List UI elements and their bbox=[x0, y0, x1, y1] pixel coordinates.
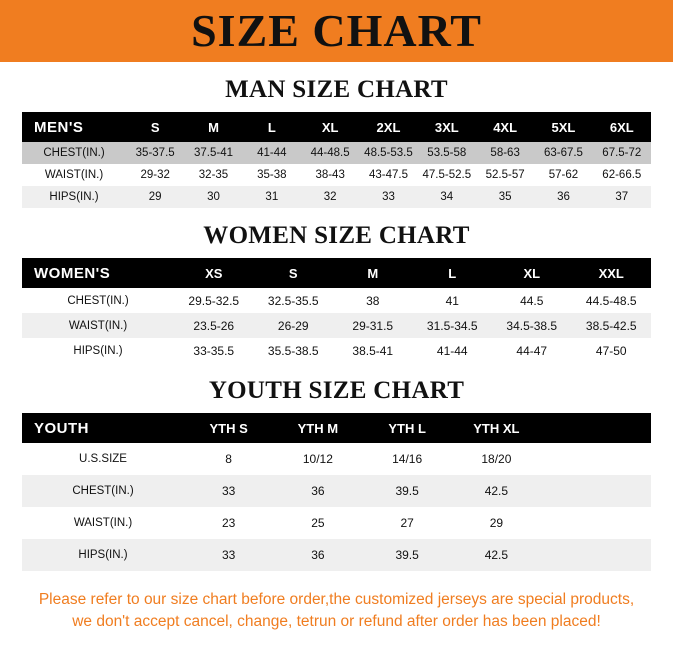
women-cell-2-0: 33-35.5 bbox=[174, 338, 254, 363]
youth-table-wrap bbox=[0, 413, 673, 571]
men-cell-1-5: 47.5-52.5 bbox=[418, 164, 476, 186]
men-cell-2-5: 34 bbox=[418, 186, 476, 208]
men-cell-0-0: 35-37.5 bbox=[126, 142, 184, 164]
women-cell-0-1: 32.5-35.5 bbox=[254, 288, 334, 313]
youth-cell-2-3: 29 bbox=[452, 507, 541, 539]
women-cell-0-0: 29.5-32.5 bbox=[174, 288, 254, 313]
women-cell-0-3: 41 bbox=[413, 288, 493, 313]
men-cell-0-4: 48.5-53.5 bbox=[359, 142, 417, 164]
men-size-table bbox=[22, 112, 651, 208]
men-cell-1-2: 35-38 bbox=[243, 164, 301, 186]
youth-cell-spacer bbox=[541, 539, 651, 571]
youth-size-header-1: YTH M bbox=[273, 413, 362, 443]
women-size-header-1: S bbox=[254, 258, 334, 288]
women-corner-label: WOMEN'S bbox=[22, 258, 174, 288]
men-cell-2-8: 37 bbox=[593, 186, 651, 208]
youth-cell-1-2: 39.5 bbox=[363, 475, 452, 507]
women-row-label-1: WAIST(IN.) bbox=[22, 313, 174, 338]
men-size-header-2: L bbox=[243, 112, 301, 142]
table-row bbox=[22, 164, 651, 186]
table-row bbox=[22, 507, 651, 539]
women-cell-2-5: 47-50 bbox=[572, 338, 652, 363]
table-row bbox=[22, 475, 651, 507]
men-cell-1-6: 52.5-57 bbox=[476, 164, 534, 186]
men-cell-1-8: 62-66.5 bbox=[593, 164, 651, 186]
men-cell-2-3: 32 bbox=[301, 186, 359, 208]
youth-size-header-0: YTH S bbox=[184, 413, 273, 443]
youth-cell-3-3: 42.5 bbox=[452, 539, 541, 571]
youth-cell-2-1: 25 bbox=[273, 507, 362, 539]
youth-cell-2-2: 27 bbox=[363, 507, 452, 539]
youth-row-label-2: WAIST(IN.) bbox=[22, 507, 184, 539]
women-cell-1-1: 26-29 bbox=[254, 313, 334, 338]
women-table-wrap bbox=[0, 258, 673, 363]
youth-cell-0-0: 8 bbox=[184, 443, 273, 475]
women-size-header-2: M bbox=[333, 258, 413, 288]
men-row-label-0: CHEST(IN.) bbox=[22, 142, 126, 164]
men-table-body bbox=[22, 142, 651, 208]
youth-cell-3-1: 36 bbox=[273, 539, 362, 571]
youth-cell-spacer bbox=[541, 507, 651, 539]
page-title: SIZE CHART bbox=[191, 5, 482, 56]
women-size-header-3: L bbox=[413, 258, 493, 288]
table-header-row bbox=[22, 413, 651, 443]
youth-corner-label: YOUTH bbox=[22, 413, 184, 443]
women-cell-1-0: 23.5-26 bbox=[174, 313, 254, 338]
men-cell-2-2: 31 bbox=[243, 186, 301, 208]
men-cell-1-7: 57-62 bbox=[534, 164, 592, 186]
youth-row-label-1: CHEST(IN.) bbox=[22, 475, 184, 507]
youth-table-body bbox=[22, 443, 651, 571]
men-cell-2-7: 36 bbox=[534, 186, 592, 208]
youth-cell-0-2: 14/16 bbox=[363, 443, 452, 475]
youth-cell-3-0: 33 bbox=[184, 539, 273, 571]
women-cell-0-4: 44.5 bbox=[492, 288, 572, 313]
women-cell-0-2: 38 bbox=[333, 288, 413, 313]
men-table-wrap bbox=[0, 112, 673, 208]
women-cell-2-4: 44-47 bbox=[492, 338, 572, 363]
table-row bbox=[22, 539, 651, 571]
men-cell-1-0: 29-32 bbox=[126, 164, 184, 186]
youth-size-header-3: YTH XL bbox=[452, 413, 541, 443]
men-row-label-1: WAIST(IN.) bbox=[22, 164, 126, 186]
men-cell-2-6: 35 bbox=[476, 186, 534, 208]
men-size-header-8: 6XL bbox=[593, 112, 651, 142]
youth-size-table bbox=[22, 413, 651, 571]
men-section-title: MAN SIZE CHART bbox=[225, 76, 448, 103]
youth-cell-1-3: 42.5 bbox=[452, 475, 541, 507]
men-table-header bbox=[22, 112, 651, 142]
men-row-label-2: HIPS(IN.) bbox=[22, 186, 126, 208]
women-cell-1-4: 34.5-38.5 bbox=[492, 313, 572, 338]
men-corner-label: MEN'S bbox=[22, 112, 126, 142]
youth-row-label-0: U.S.SIZE bbox=[22, 443, 184, 475]
header-banner bbox=[0, 0, 673, 62]
men-cell-0-6: 58-63 bbox=[476, 142, 534, 164]
women-row-label-2: HIPS(IN.) bbox=[22, 338, 174, 363]
youth-cell-1-0: 33 bbox=[184, 475, 273, 507]
men-cell-0-8: 67.5-72 bbox=[593, 142, 651, 164]
women-row-label-0: CHEST(IN.) bbox=[22, 288, 174, 313]
women-cell-1-3: 31.5-34.5 bbox=[413, 313, 493, 338]
youth-row-label-3: HIPS(IN.) bbox=[22, 539, 184, 571]
table-row bbox=[22, 142, 651, 164]
youth-size-header-2: YTH L bbox=[363, 413, 452, 443]
men-cell-0-5: 53.5-58 bbox=[418, 142, 476, 164]
women-size-header-4: XL bbox=[492, 258, 572, 288]
men-cell-0-7: 63-67.5 bbox=[534, 142, 592, 164]
table-row bbox=[22, 186, 651, 208]
women-table-body bbox=[22, 288, 651, 363]
table-header-row bbox=[22, 112, 651, 142]
men-cell-2-1: 30 bbox=[184, 186, 242, 208]
men-cell-0-1: 37.5-41 bbox=[184, 142, 242, 164]
women-size-header-5: XXL bbox=[572, 258, 652, 288]
women-cell-1-5: 38.5-42.5 bbox=[572, 313, 652, 338]
footer-line-1: Please refer to our size chart before order,the customized jerseys are special products, bbox=[38, 591, 635, 608]
men-size-header-6: 4XL bbox=[476, 112, 534, 142]
men-size-header-4: 2XL bbox=[359, 112, 417, 142]
youth-cell-spacer bbox=[541, 475, 651, 507]
men-size-header-0: S bbox=[126, 112, 184, 142]
women-cell-0-5: 44.5-48.5 bbox=[572, 288, 652, 313]
men-cell-1-1: 32-35 bbox=[184, 164, 242, 186]
men-cell-1-4: 43-47.5 bbox=[359, 164, 417, 186]
men-size-header-5: 3XL bbox=[418, 112, 476, 142]
men-size-header-1: M bbox=[184, 112, 242, 142]
footer-line-2: we don't accept cancel, change, tetrun or refund after order has been placed! bbox=[72, 613, 601, 631]
table-header-row bbox=[22, 258, 651, 288]
women-section-title: WOMEN SIZE CHART bbox=[203, 222, 470, 249]
youth-cell-3-2: 39.5 bbox=[363, 539, 452, 571]
women-cell-2-2: 38.5-41 bbox=[333, 338, 413, 363]
youth-header-spacer bbox=[541, 413, 651, 443]
women-cell-1-2: 29-31.5 bbox=[333, 313, 413, 338]
women-cell-2-1: 35.5-38.5 bbox=[254, 338, 334, 363]
youth-cell-0-3: 18/20 bbox=[452, 443, 541, 475]
men-cell-0-2: 41-44 bbox=[243, 142, 301, 164]
men-size-header-7: 5XL bbox=[534, 112, 592, 142]
youth-cell-2-0: 23 bbox=[184, 507, 273, 539]
men-cell-2-0: 29 bbox=[126, 186, 184, 208]
women-size-table bbox=[22, 258, 651, 363]
women-table-header bbox=[22, 258, 651, 288]
youth-cell-0-1: 10/12 bbox=[273, 443, 362, 475]
women-size-header-0: XS bbox=[174, 258, 254, 288]
men-cell-0-3: 44-48.5 bbox=[301, 142, 359, 164]
youth-cell-1-1: 36 bbox=[273, 475, 362, 507]
women-cell-2-3: 41-44 bbox=[413, 338, 493, 363]
men-cell-1-3: 38-43 bbox=[301, 164, 359, 186]
footer-note bbox=[0, 583, 673, 634]
youth-cell-spacer bbox=[541, 443, 651, 475]
table-row bbox=[22, 443, 651, 475]
table-row bbox=[22, 338, 651, 363]
table-row bbox=[22, 288, 651, 313]
table-row bbox=[22, 313, 651, 338]
men-size-header-3: XL bbox=[301, 112, 359, 142]
youth-section-title: YOUTH SIZE CHART bbox=[208, 377, 465, 404]
men-cell-2-4: 33 bbox=[359, 186, 417, 208]
youth-table-header bbox=[22, 413, 651, 443]
